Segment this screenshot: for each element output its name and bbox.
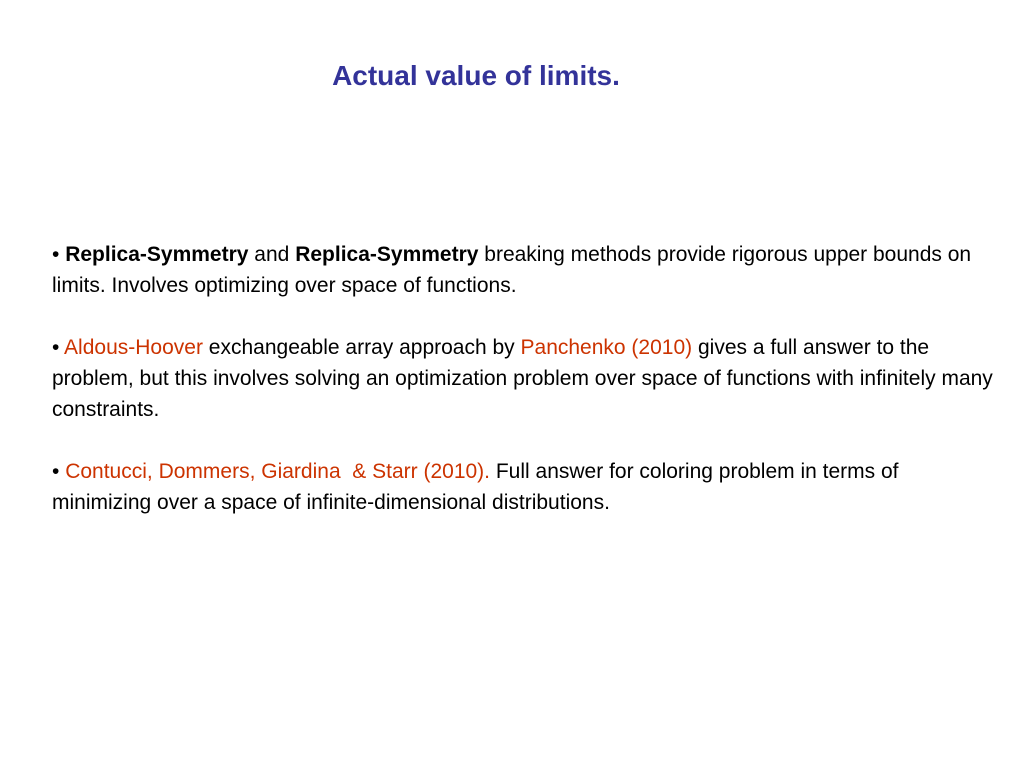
bullet-item-aldous-hoover (52, 332, 997, 425)
term-replica-symmetry: Replica-Symmetry (65, 243, 249, 266)
conjunction: and (254, 243, 290, 266)
bullet-marker: • (52, 460, 60, 483)
bullet-text: Full answer for coloring problem in terms of minimizing over a space of infinite-dimensional distributions. (52, 460, 899, 514)
reference-contucci: Contucci, Dommers, Giardina & Starr (2010). (65, 460, 491, 483)
bullet-text: exchangeable array approach by (208, 336, 515, 359)
bullet-item-contucci (52, 456, 997, 518)
bullet-marker: • (52, 243, 60, 266)
slide-title: Actual value of limits. (332, 60, 620, 91)
bullet-text: gives a full answer to the problem, but this involves solving an optimization problem over space of functions with infinitely many constraints. (52, 336, 993, 421)
reference-aldous-hoover: Aldous-Hoover (64, 336, 203, 359)
term-replica-symmetry-breaking: Replica-Symmetry (295, 243, 479, 266)
bullet-item-replica-symmetry (52, 239, 997, 301)
reference-panchenko: Panchenko (2010) (520, 336, 693, 359)
bullet-marker: • (52, 336, 60, 359)
bullet-text: breaking methods provide rigorous upper bounds on limits. Involves optimizing over space of functions. (52, 243, 972, 297)
bullet-list (52, 239, 997, 549)
